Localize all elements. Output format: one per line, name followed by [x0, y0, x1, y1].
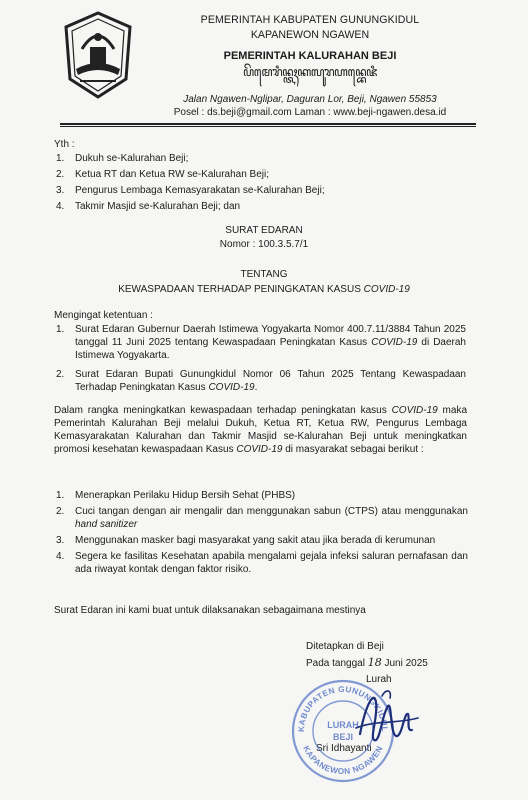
handwritten-signature-icon: [352, 684, 422, 750]
actions-list: [56, 489, 468, 576]
closing-sentence: Surat Edaran ini kami buat untuk dilaksanakan sebagaimana mestinya: [54, 605, 366, 616]
header-javanese-script: ꦥꦼꦩꦺꦫꦶꦤ꧀ꦠꦃꦏꦭꦸꦫꦲꦤ꧀ꦧꦺꦗꦶ: [243, 64, 377, 79]
considering-label: Mengingat ketentuan :: [54, 310, 153, 321]
recipients-list: [56, 152, 456, 213]
considering-list: [56, 323, 466, 394]
stamp-center-2: BEJI: [332, 732, 354, 742]
stamp-ring-bottom: KAPANEWON NGAWEN: [301, 744, 385, 777]
signature-date: Pada tanggal 18 Juni 2025: [306, 656, 428, 669]
list-item: 2. Surat Edaran Bupati Gunungkidul Nomor 06 Tahun 2025 Tentang Kewaspadaan Terhadap Peningkatan Kasus COVID-19.: [56, 369, 466, 393]
list-item: 1. Surat Edaran Gubernur Daerah Istimewa Yogyakarta Nomor 400.7.11/3884 Tahun 2025 tanggal 11 Juni 2025 tentang Kewaspadaan Peningkatan Kasus COVID-19 di Daerah Istimewa Yogyakarta.: [56, 324, 466, 361]
regency-emblem-icon: [60, 9, 136, 101]
body-paragraph: Dalam rangka meningkatkan kewaspadaan terhadap peningkatan kasus COVID-19 maka Pemerintah Kalurahan Beji melalui Dukuh, Ketua RT, Ketua RW, Pengurus Lembaga Kemasyarakatan Kalurahan dan Takmir Masjid se-Kalurahan Beji untuk meningkatkan promosi kesehatan kewaspadaan Kasus COVID-19 di masyarakat sebagai berikut :: [54, 405, 467, 455]
stamp-ring-top: KABUPATEN GUNUNGKIDUL: [296, 684, 390, 733]
recipients-label: Yth :: [54, 139, 75, 150]
document-subject: KEWASPADAAN TERHADAP PENINGKATAN KASUS COVID-19: [118, 284, 410, 295]
header-contact: Posel : ds.beji@gmail.com Laman : www.beji-ngawen.desa.id: [173, 107, 447, 118]
header-address: Jalan Ngawen-Nglipar, Daguran Lor, Beji, Ngawen 55853: [183, 94, 437, 105]
document-about: TENTANG: [240, 269, 288, 280]
list-item: 3. Pengurus Lembaga Kemasyarakatan se-Kalurahan Beji;: [56, 185, 325, 196]
list-item: 3. Menggunakan masker bagi masyarakat yang sakit atau jika berada di kerumunan: [56, 535, 436, 546]
header-district: KAPANEWON NGAWEN: [250, 29, 370, 41]
stamp-center-1: LURAH: [327, 720, 359, 730]
header-rule-thick: [60, 123, 476, 125]
header-village-government: PEMERINTAH KALURAHAN BEJI: [223, 50, 397, 62]
header-rule-thin: [60, 126, 476, 127]
signatory-name: Sri Idhayanti: [316, 743, 372, 754]
list-item: 2. Ketua RT dan Ketua RW se-Kalurahan Beji;: [56, 169, 270, 180]
list-item: 4. Takmir Masjid se-Kalurahan Beji; dan: [56, 201, 241, 212]
list-item: 4. Segera ke fasilitas Kesehatan apabila mengalami gejala infeksi saluran pernafasan dan ada riwayat kontak dengan faktor risiko.: [56, 551, 468, 575]
document-number: Nomor : 100.3.5.7/1: [219, 239, 309, 250]
letterhead: [140, 14, 480, 118]
document-type: SURAT EDARAN: [225, 225, 303, 236]
list-item: 1. Menerapkan Perilaku Hidup Bersih Sehat (PHBS): [56, 490, 296, 501]
header-government: PEMERINTAH KABUPATEN GUNUNGKIDUL: [200, 14, 420, 26]
signature-position: Lurah: [366, 674, 392, 685]
list-item: 1. Dukuh se-Kalurahan Beji;: [56, 153, 189, 164]
list-item: 2. Cuci tangan dengan air mengalir dan menggunakan sabun (CTPS) atau menggunakan hand sanitizer: [56, 506, 468, 530]
signature-place: Ditetapkan di Beji: [306, 641, 384, 652]
signature-date-handwritten: 18: [367, 656, 382, 669]
